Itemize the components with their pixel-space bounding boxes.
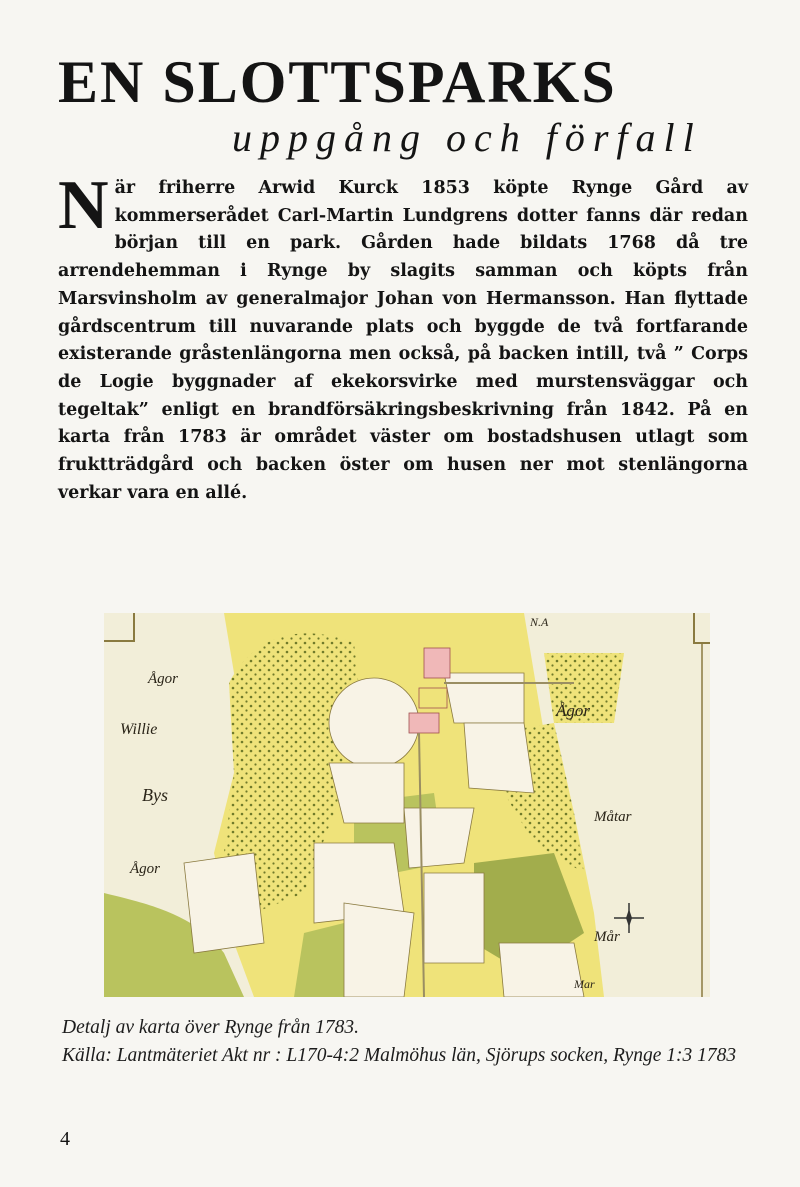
page-number: 4 — [60, 1128, 70, 1150]
map-label-bottom: Mar — [574, 977, 595, 991]
page-title: EN SLOTTSPARKS — [58, 49, 617, 115]
map-caption — [62, 1014, 742, 1070]
drop-cap: N — [58, 167, 109, 244]
map-label-left-2: Willie — [120, 721, 158, 738]
map-label-right-2: Måtar — [594, 809, 632, 825]
map-label-left-3: Bys — [142, 785, 168, 805]
article-body — [58, 167, 748, 507]
caption-line-2: Källa: Lantmäteriet Akt nr : L170-4:2 Malmöhus län, Sjörups socken, Rynge 1:3 1783 — [62, 1045, 737, 1066]
map-label-right-3: Mår — [594, 929, 620, 945]
caption-line-1: Detalj av karta över Rynge från 1783. — [62, 1017, 359, 1038]
map-label-top: N.A — [530, 615, 549, 629]
historical-map-image — [104, 613, 710, 997]
map-label-right-1: Ågor — [556, 701, 590, 720]
map-label-left-1: Ågor — [148, 671, 178, 687]
article-body-text: är friherre Arwid Kurck 1853 köpte Rynge Gård av kommerserådet Carl-Martin Lundgrens dotter fanns där redan början till en park. Gården hade bildats 1768 då tre arrendehemman i Rynge by slagits samman och köpts från Marsvinsholm av generalmajor Johan von Hermansson. Han flyttade gårdscentrum till nuvarande plats och byggde de två fortfarande existerande gråstenlängorna men också, på backen intill, två ” Corps de Logie byggnader af ekekorsvirke med murstensväggar och tegeltak” enligt en brandförsäkringsbeskrivning från 1842. På en karta från 1783 är området väster om bostadshusen utlagt som fruktträdgård och backen öster om husen ner mot stenlängorna verkar vara en allé. — [58, 178, 748, 503]
page-subtitle: uppgång och förfall — [232, 115, 702, 160]
map-label-left-4: Ågor — [130, 861, 160, 877]
